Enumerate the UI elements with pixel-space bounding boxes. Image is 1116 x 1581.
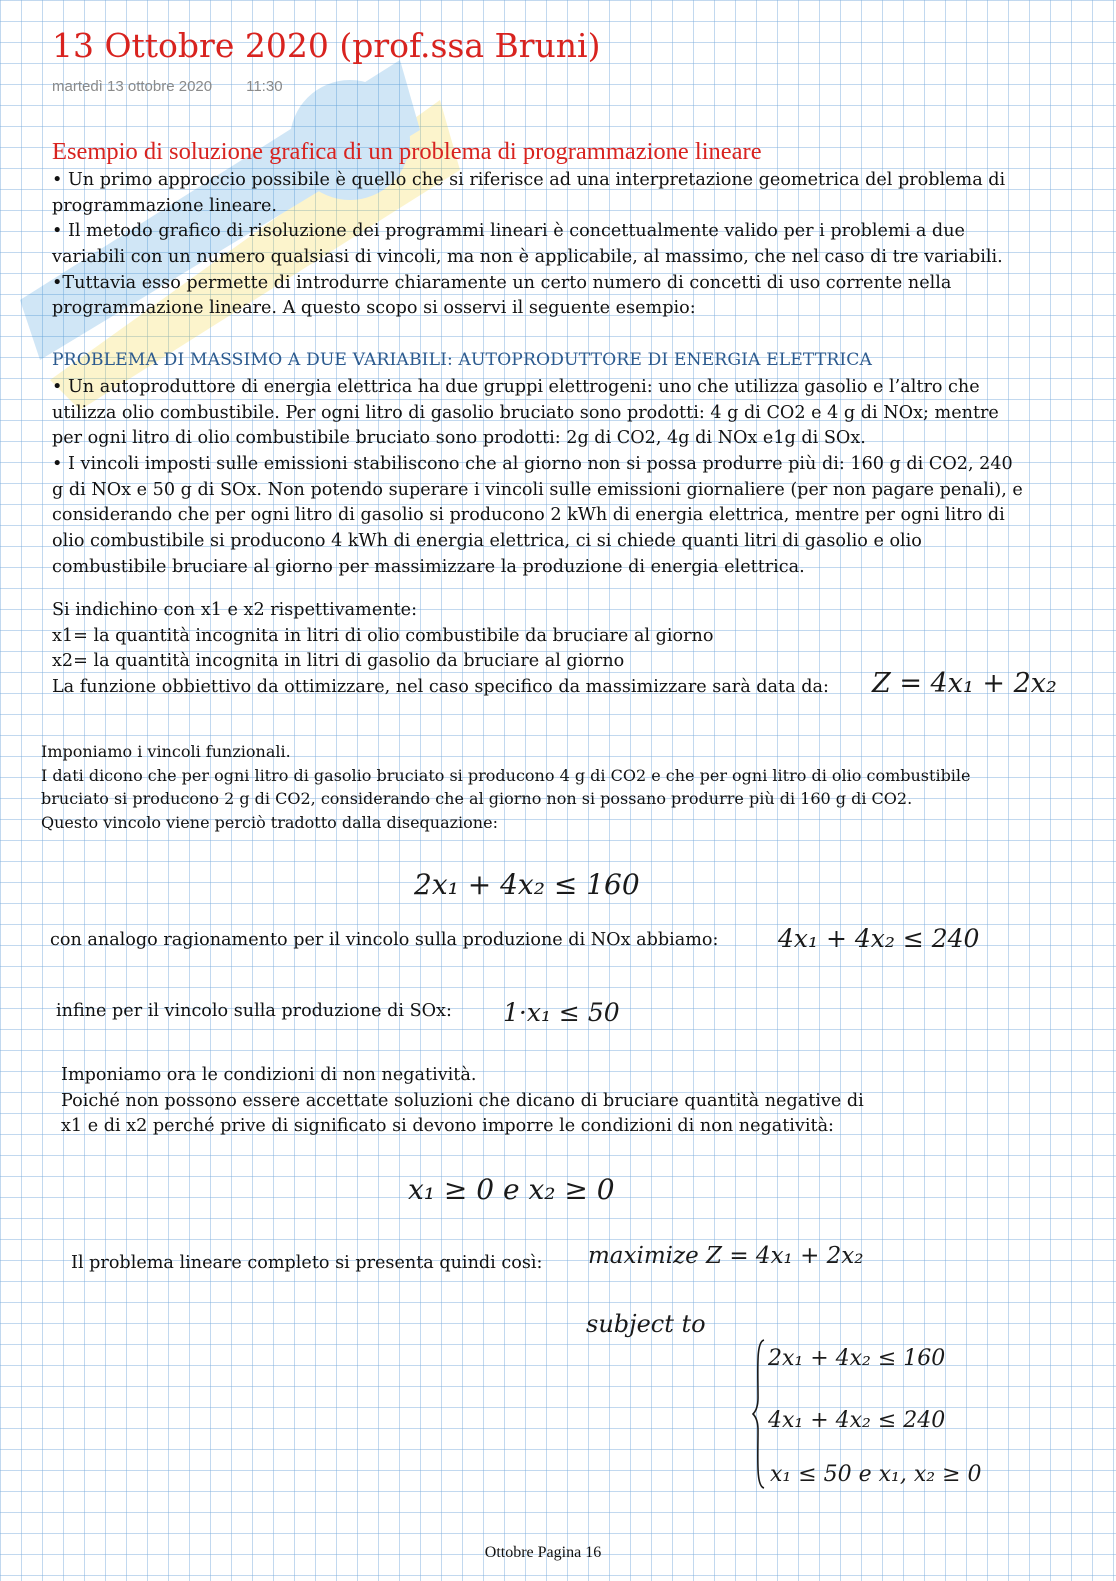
nox-constraint-handwriting: 4x₁ + 4x₂ ≤ 240 xyxy=(778,924,980,953)
system-brace-icon xyxy=(752,1338,766,1490)
full-problem-text: Il problema lineare completo si presenta quindi così: xyxy=(71,1253,543,1273)
problem-subheading: PROBLEMA DI MASSIMO A DUE VARIABILI: AUTOPRODUTTORE DI ENERGIA ELETTRICA xyxy=(52,350,873,370)
text-line: g di NOx e 50 g di SOx. Non potendo superare i vincoli sulle emissioni giornaliere (per non pagare penali), e xyxy=(52,479,1023,500)
text-line: • I vincoli imposti sulle emissioni stabiliscono che al giorno non si possa produrre più di: 160 g di CO2, 240 xyxy=(52,454,1013,475)
text-line: •Tuttavia esso permette di introdurre chiaramente un certo numero di concetti di uso corrente nella xyxy=(52,272,952,293)
text-line: per ogni litro di olio combustibile bruciato sono prodotti: 2g di CO2, 4g di NOx e1g di SOx. xyxy=(52,428,866,449)
text-line: considerando che per ogni litro di gasolio si producono 2 kWh di energia elettrica, mentre per ogni litro di xyxy=(52,505,1005,526)
nonneg-paragraph xyxy=(61,1063,864,1140)
page-title: 13 Ottobre 2020 (prof.ssa Bruni) xyxy=(52,26,601,65)
page-footer: Ottobre Pagina 16 xyxy=(484,1544,602,1561)
text-line: Si indichino con x1 e x2 rispettivamente: xyxy=(52,600,418,620)
nonneg-handwriting: x₁ ≥ 0 e x₂ ≥ 0 xyxy=(408,1173,615,1206)
note-date: martedì 13 ottobre 2020 xyxy=(52,78,213,95)
section-heading: Esempio di soluzione grafica di un problema di programmazione lineare xyxy=(52,138,762,165)
text-line: Questo vincolo viene perciò tradotto dalla disequazione: xyxy=(41,812,498,832)
text-line: • Un primo approccio possibile è quello che si riferisce ad una interpretazione geometrica del problema di xyxy=(52,170,1006,190)
text-line: x2= la quantità incognita in litri di gasolio da bruciare al giorno xyxy=(52,651,625,672)
problem-paragraph xyxy=(52,375,1023,581)
objective-function-handwriting: Z = 4x₁ + 2x₂ xyxy=(872,668,1057,699)
text-line: variabili con un numero qualsiasi di vincoli, ma non è applicabile, al massimo, che nel caso di tre variabili. xyxy=(52,247,1003,268)
text-line: x1 e di x2 perché prive di significato si devono imporre le condizioni di non negatività: xyxy=(61,1116,834,1137)
text-line: combustibile bruciare al giorno per massimizzare la produzione di energia elettrica. xyxy=(52,556,805,577)
text-line: I dati dicono che per ogni litro di gasolio bruciato si producono 4 g di CO2 e che per ogni litro di olio combustibile xyxy=(41,765,971,785)
text-line: • Un autoproduttore di energia elettrica ha due gruppi elettrogeni: uno che utilizza gasolio e l’altro che xyxy=(52,377,980,397)
co2-constraint-handwriting: 2x₁ + 4x₂ ≤ 160 xyxy=(414,868,640,901)
constraints-paragraph xyxy=(41,740,971,834)
text-line: La funzione obbiettivo da ottimizzare, nel caso specifico da massimizzare sarà data da: xyxy=(52,677,829,698)
system-constraint-2-handwriting: 4x₁ + 4x₂ ≤ 240 xyxy=(768,1408,946,1433)
nox-text: con analogo ragionamento per il vincolo sulla produzione di NOx abbiamo: xyxy=(50,930,719,950)
text-line: Imponiamo ora le condizioni di non negatività. xyxy=(61,1065,477,1085)
text-line: bruciato si producono 2 g di CO2, considerando che al giorno non si possano produrre più di 160 g di CO2. xyxy=(41,789,913,808)
note-timestamp xyxy=(52,78,283,95)
note-time: 11:30 xyxy=(246,78,283,95)
subject-to-handwriting: subject to xyxy=(586,1310,706,1338)
text-line: utilizza olio combustibile. Per ogni litro di gasolio bruciato sono prodotti: 4 g di CO2 e 4 g di NOx; mentre xyxy=(52,402,999,423)
text-line: olio combustibile si producono 4 kWh di energia elettrica, ci si chiede quanti litri di gasolio e olio xyxy=(52,531,922,552)
text-line: programmazione lineare. A questo scopo si osservi il seguente esempio: xyxy=(52,298,696,319)
system-constraint-1-handwriting: 2x₁ + 4x₂ ≤ 160 xyxy=(768,1346,946,1371)
text-line: Poiché non possono essere accettate soluzioni che dicano di bruciare quantità negative di xyxy=(61,1090,864,1111)
text-line: • Il metodo grafico di risoluzione dei programmi lineari è concettualmente valido per i problemi a due xyxy=(52,221,965,242)
variables-paragraph xyxy=(52,598,829,701)
system-constraint-3-handwriting: x₁ ≤ 50 e x₁, x₂ ≥ 0 xyxy=(770,1462,982,1487)
intro-paragraph xyxy=(52,168,1005,322)
text-line: x1= la quantità incognita in litri di olio combustibile da bruciare al giorno xyxy=(52,625,714,646)
sox-constraint-handwriting: 1·x₁ ≤ 50 xyxy=(503,998,620,1027)
text-line: Imponiamo i vincoli funzionali. xyxy=(41,742,291,761)
maximize-handwriting: maximize Z = 4x₁ + 2x₂ xyxy=(588,1243,864,1269)
text-line: programmazione lineare. xyxy=(52,195,278,216)
sox-text: infine per il vincolo sulla produzione di SOx: xyxy=(56,1001,452,1021)
